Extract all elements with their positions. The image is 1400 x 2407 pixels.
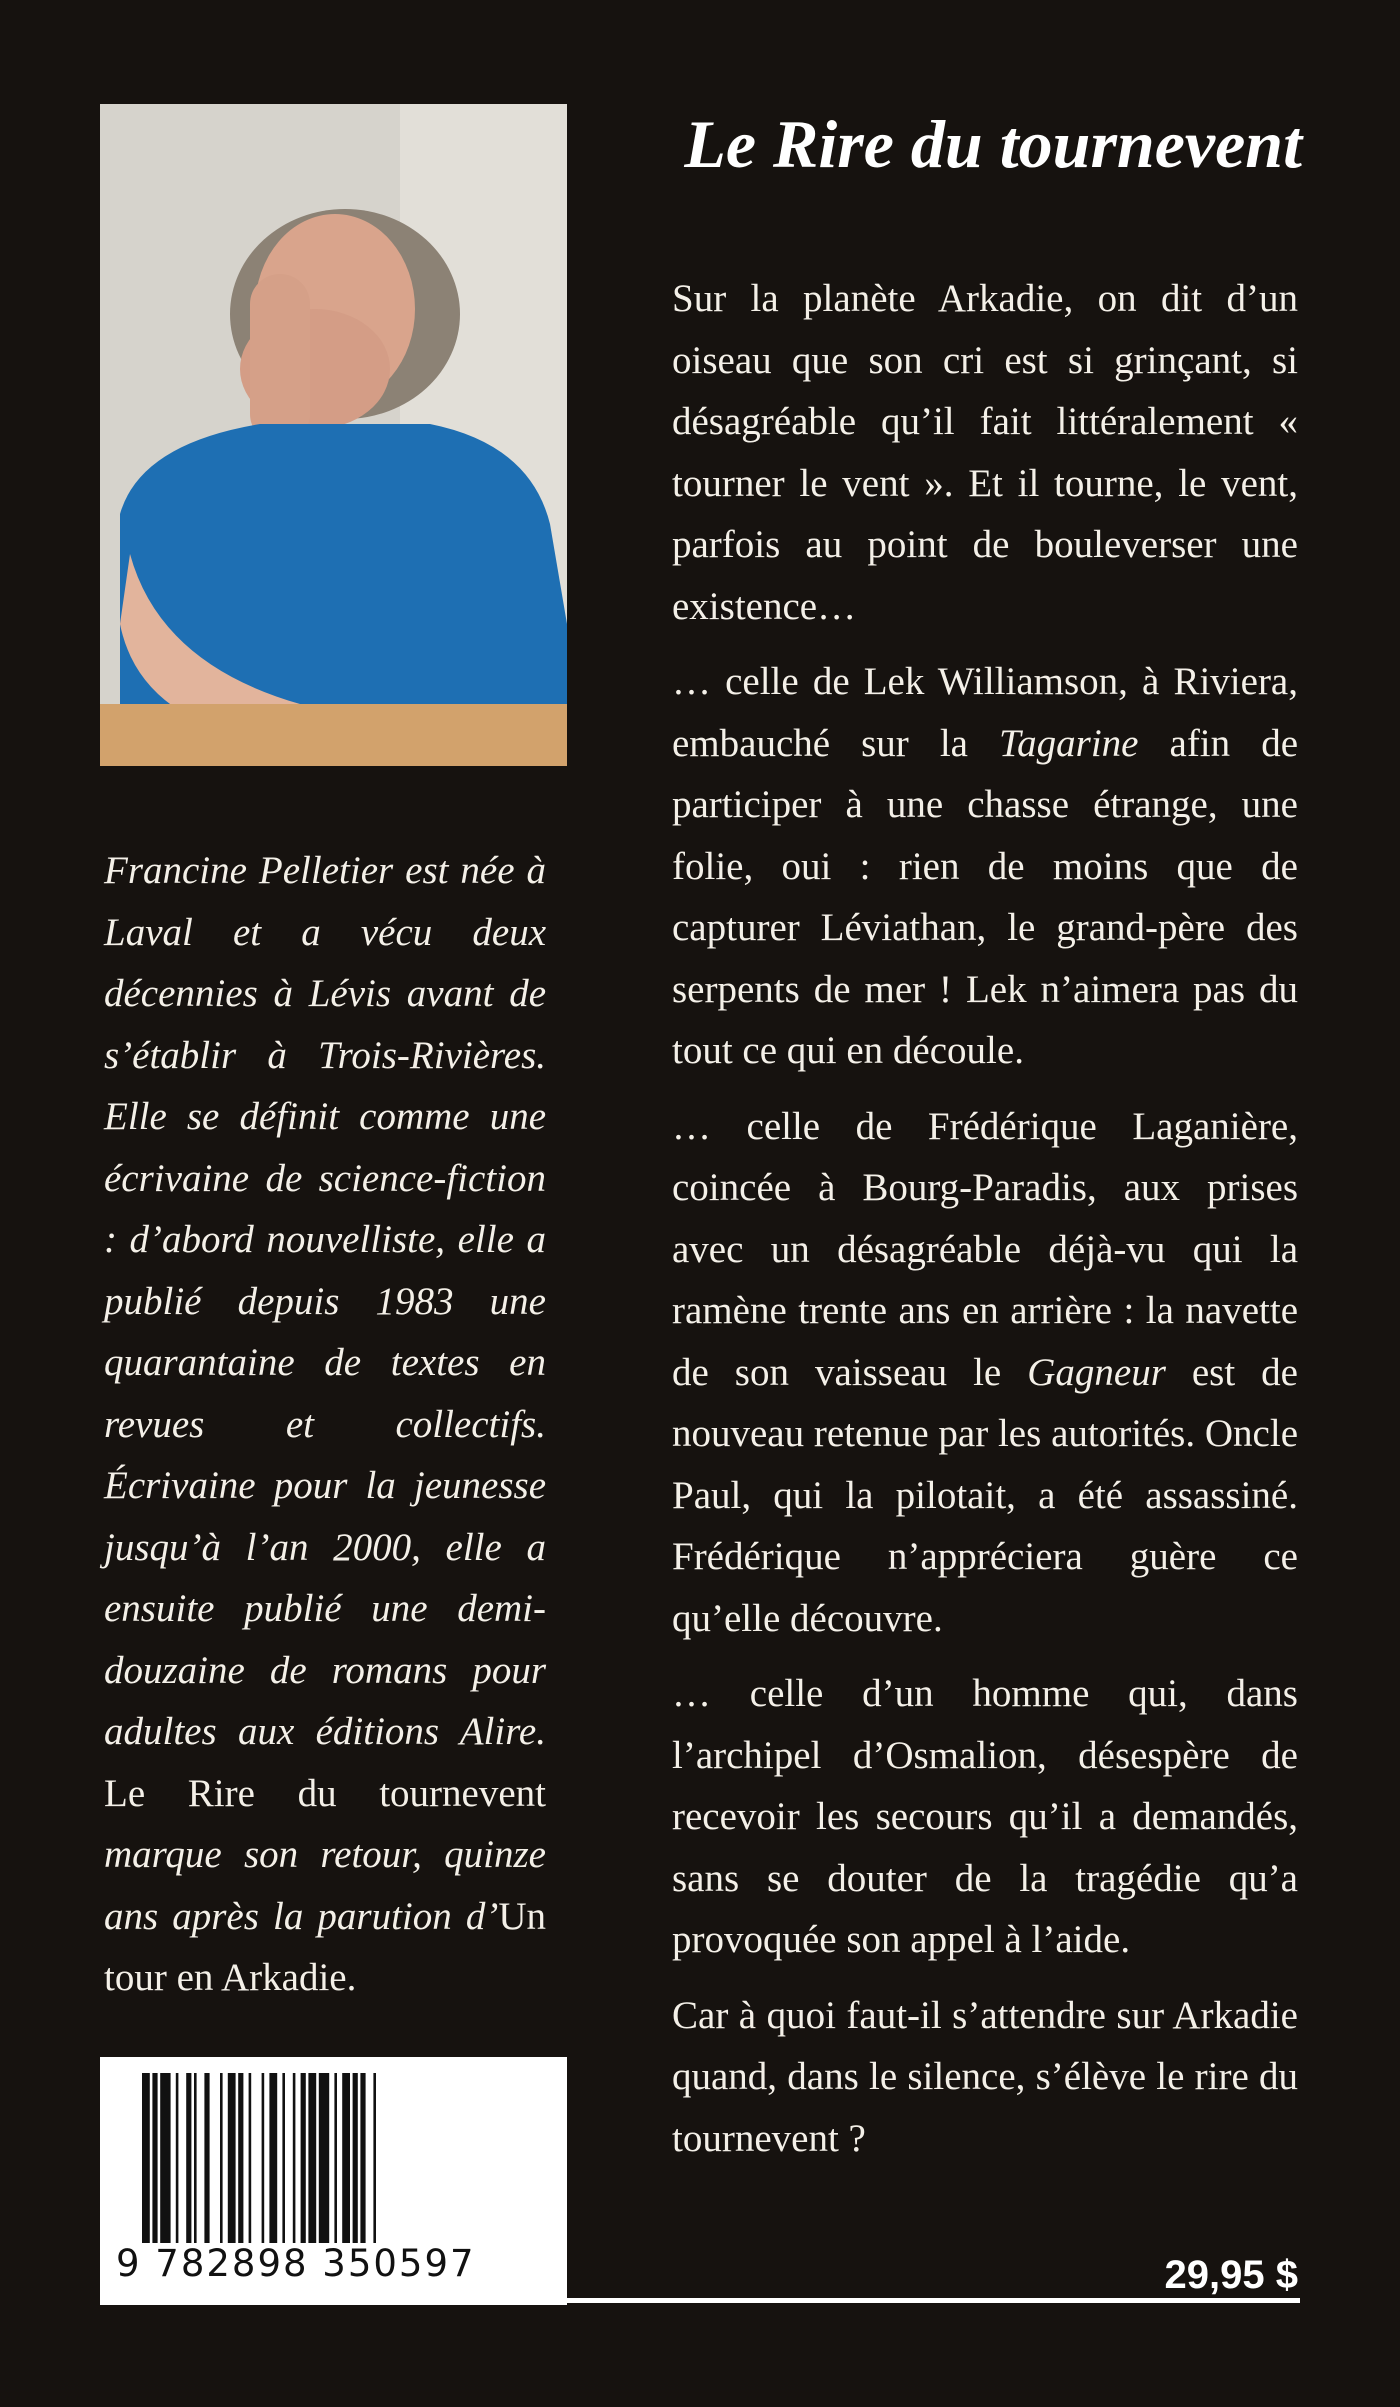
price: 29,95 $ xyxy=(1164,2253,1298,2297)
bio-text-2: marque son retour, quinze ans après la parution d’ xyxy=(104,1833,546,1938)
barcode-bar xyxy=(160,2073,170,2243)
barcode-bar xyxy=(262,2073,265,2243)
barcode-bar xyxy=(186,2073,191,2243)
book-blurb xyxy=(672,268,1298,2183)
blurb-paragraph: Sur la planète Arkadie, on dit d’un oiseau que son cri est si grinçant, si désagréable qu’il fait littéralement « tourner le vent ». Et il tourne, le vent, parfois au point de bouleverser une existence… xyxy=(672,277,1298,628)
barcode-bar xyxy=(152,2073,157,2243)
barcode-bar xyxy=(220,2073,223,2243)
barcode xyxy=(100,2057,567,2305)
blurb-paragraph xyxy=(672,651,1298,1082)
barcode-bar xyxy=(353,2073,358,2243)
barcode-bars xyxy=(100,2057,567,2257)
barcode-digits: 9 782898 350597 xyxy=(116,2242,476,2285)
barcode-bar xyxy=(204,2073,209,2243)
bio-text: Francine Pelletier est née à Laval et a vécu deux décennies à Lévis avant de s’établir à Trois-Rivières. Elle se définit comme une écrivaine de science-fiction : d’abord nouvelliste, elle a publié depuis 1983 une quarantaine de textes en revues et collectifs. Écrivaine pour la jeunesse jusqu’à l’an 2000, elle a ensuite publié une demi-douzaine de romans pour adultes aux éditions Alire. xyxy=(104,849,546,1753)
barcode-bar xyxy=(194,2073,197,2243)
blurb-paragraph: Car à quoi faut-il s’attendre sur Arkadie quand, dans le silence, s’élève le rire du tournevent ? xyxy=(672,1993,1298,2160)
barcode-bar xyxy=(293,2073,296,2243)
barcode-bar xyxy=(269,2073,277,2243)
bio-book-title-2: Un tour en Arkadie xyxy=(104,1894,546,1999)
barcode-bar xyxy=(301,2073,306,2243)
blurb-paragraph: … celle d’un homme qui, dans l’archipel d’Osmalion, désespère de recevoir les secours qu’il a demandés, sans se douter de la tragédie qu’a provoquée son appel à l’aide. xyxy=(672,1672,1298,1961)
blurb-text: est de nouveau retenue par les autorités. Oncle Paul, qui la pilotait, a été assassiné. Frédérique n’appréciera guère ce qu’elle découvre. xyxy=(672,1350,1298,1640)
bio-book-title: Le Rire du tournevent xyxy=(104,1771,546,1815)
ship-name: Gagneur xyxy=(1027,1350,1166,1394)
barcode-bar xyxy=(176,2073,179,2243)
barcode-bar xyxy=(249,2073,252,2243)
barcode-bar xyxy=(342,2073,350,2243)
barcode-bar xyxy=(360,2073,365,2243)
barcode-bar xyxy=(334,2073,337,2243)
author-bio xyxy=(104,840,546,2009)
barcode-bar xyxy=(238,2073,243,2243)
barcode-bar xyxy=(282,2073,285,2243)
barcode-bar xyxy=(308,2073,316,2243)
blurb-text: afin de participer à une chasse étrange, une folie, oui : rien de moins que de capturer Léviathan, le grand-père des serpents de mer ! Lek n’aimera pas du tout ce qui en découle. xyxy=(672,721,1298,1072)
barcode-bar xyxy=(228,2073,236,2243)
blurb-text: … celle de Frédérique Laganière, coincée à Bourg-Paradis, aux prises avec un désagréable déjà-vu qui la ramène trente ans en arrière : la navette de son vaisseau le xyxy=(672,1104,1298,1394)
blurb-paragraph xyxy=(672,1096,1298,1650)
author-photo xyxy=(100,104,567,766)
book-title: Le Rire du tournevent xyxy=(684,106,1302,182)
blurb-text: … celle de Lek Williamson, à Riviera, embauché sur la xyxy=(672,660,1298,765)
divider xyxy=(567,2298,1300,2303)
barcode-bar xyxy=(319,2073,329,2243)
barcode-bar xyxy=(142,2073,150,2243)
ship-name: Tagarine xyxy=(999,721,1139,765)
barcode-bar xyxy=(373,2073,376,2243)
bio-end: . xyxy=(346,1956,357,1999)
